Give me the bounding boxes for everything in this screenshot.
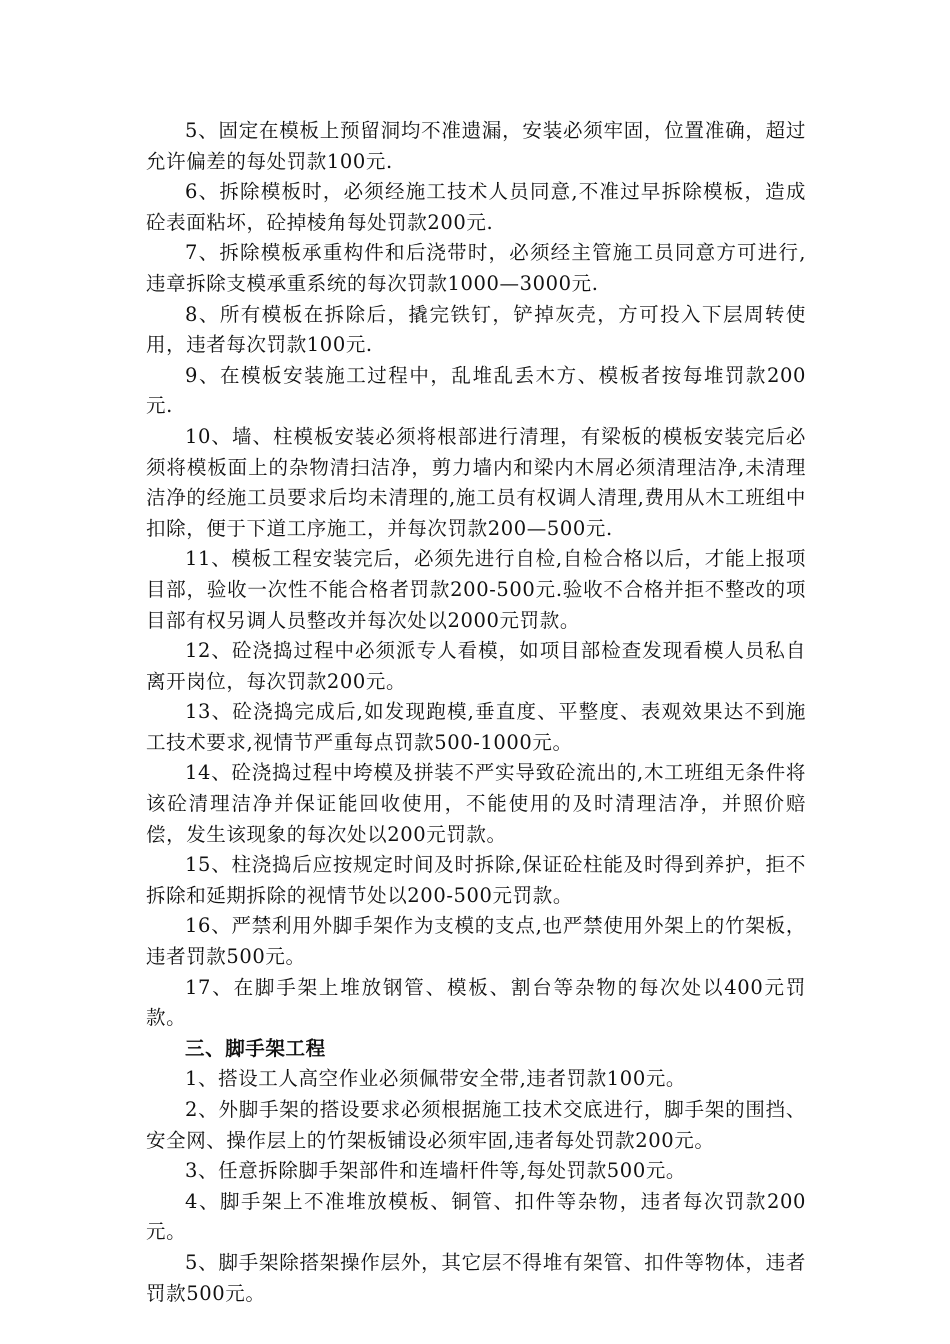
paragraph-item-9: 9、在模板安装施工过程中，乱堆乱丢木方、模板者按每堆罚款200元. (146, 363, 806, 418)
document-page (146, 116, 806, 1309)
scaffold-item-5: 5、脚手架除搭架操作层外，其它层不得堆有架管、扣件等物体，违者罚款500元。 (146, 1250, 806, 1305)
paragraph-item-13: 13、砼浇捣完成后,如发现跑模,垂直度、平整度、表观效果达不到施工技术要求,视情节严重每点罚款500-1000元。 (146, 700, 806, 754)
paragraph-item-15: 15、柱浇捣后应按规定时间及时拆除,保证砼柱能及时得到养护，拒不拆除和延期拆除的视情节处以200-500元罚款。 (146, 853, 806, 907)
paragraph-item-11: 11、模板工程安装完后，必须先进行自检,自检合格以后，才能上报项目部，验收一次性不能合格者罚款200-500元.验收不合格并拒不整改的项目部有权另调人员整改并每次处以2000元罚款。 (146, 547, 806, 632)
paragraph-item-8: 8、所有模板在拆除后，撬完铁钉，铲掉灰壳，方可投入下层周转使用，违者每次罚款100元. (146, 302, 806, 357)
scaffold-item-2: 2、外脚手架的搭设要求必须根据施工技术交底进行，脚手架的围挡、安全网、操作层上的竹架板铺设必须牢固,违者每处罚款200元。 (146, 1098, 806, 1152)
paragraph-item-17: 17、在脚手架上堆放钢管、模板、割台等杂物的每次处以400元罚款。 (146, 975, 806, 1030)
scaffold-item-3: 3、任意拆除脚手架部件和连墙杆件等,每处罚款500元。 (185, 1159, 687, 1183)
paragraph-item-14: 14、砼浇捣过程中垮模及拼装不严实导致砼流出的,木工班组无条件将该砼清理洁净并保证能回收使用，不能使用的及时清理洁净，并照价赔偿，发生该现象的每次处以200元罚款。 (146, 761, 806, 846)
paragraph-item-5: 5、固定在模板上预留洞均不准遗漏，安装必须牢固，位置准确，超过允许偏差的每处罚款100元. (146, 119, 806, 173)
paragraph-item-7: 7、拆除模板承重构件和后浇带时，必须经主管施工员同意方可进行,违章拆除支模承重系统的每次罚款1000—3000元. (146, 241, 806, 295)
paragraph-item-10: 10、墙、柱模板安装必须将根部进行清理，有梁板的模板安装完后必须将模板面上的杂物清扫洁净，剪力墙内和梁内木屑必须清理洁净,未清理洁净的经施工员要求后均未清理的,施工员有权调人清理,费用从木工班组中扣除，便于下道工序施工，并每次罚款200—500元. (146, 424, 806, 540)
section-heading-scaffolding: 三、脚手架工程 (185, 1036, 326, 1060)
paragraph-item-16: 16、严禁利用外脚手架作为支模的支点,也严禁使用外架上的竹架板，违者罚款500元。 (146, 914, 806, 969)
paragraph-item-12: 12、砼浇捣过程中必须派专人看模，如项目部检查发现看模人员私自离开岗位，每次罚款200元。 (146, 639, 806, 693)
paragraph-item-6: 6、拆除模板时，必须经施工技术人员同意,不准过早拆除模板，造成砼表面粘坏，砼掉棱角每处罚款200元. (146, 180, 806, 234)
scaffold-item-1: 1、搭设工人高空作业必须佩带安全带,违者罚款100元。 (185, 1067, 687, 1091)
scaffold-item-4: 4、脚手架上不准堆放模板、铜管、扣件等杂物，违者每次罚款200元。 (146, 1189, 806, 1244)
